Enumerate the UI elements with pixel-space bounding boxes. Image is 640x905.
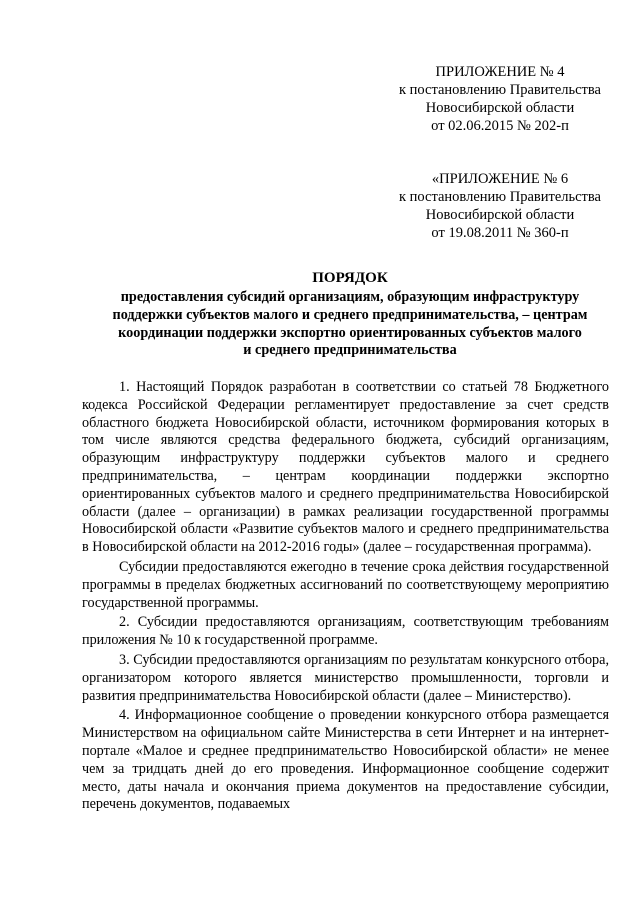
paragraph-1: 1. Настоящий Порядок разработан в соответствии со статьей 78 Бюджетного кодекса Российской Федерации регламентирует предоставление за счет средств областного бюджета Новосибирской области, источником формирования которых в том числе являются средства федерального бюджета, субсидий организациям, образующим инфраструктуру поддержки субъектов малого и среднего предпринимательства, – центрам координации поддержки экспортно ориентированных субъектов малого и среднего предпринимательства Новосибирской области (далее – организации) в рамках реализации государственной программы Новосибирской области «Развитие субъектов малого и среднего предпринимательства в Новосибирской области на 2012-2016 годы» (далее – государственная программа). — [82, 379, 609, 556]
appendix-line: к постановлению Правительства — [399, 189, 601, 205]
document-subtitle-line: поддержки субъектов малого и среднего предпринимательства, – центрам — [112, 306, 588, 323]
appendix-header-current — [385, 63, 615, 135]
appendix-line: Новосибирской области — [425, 100, 575, 116]
appendix-line: к постановлению Правительства — [399, 82, 601, 98]
document-body — [82, 379, 609, 814]
paragraph-4: 4. Информационное сообщение о проведении конкурсного отбора размещается Министерством на официальном сайте Министерства в сети Интернет и на интернет-портале «Малое и среднее предпринимательство Новосибирской области» не менее чем за тридцать дней до его проведения. Информационное сообщение содержит место, даты начала и окончания приема документов на предоставление субсидии, перечень документов, подаваемых — [82, 707, 609, 813]
appendix-header-original — [385, 170, 615, 242]
document-title: ПОРЯДОК — [312, 270, 388, 286]
paragraph-3: 3. Субсидии предоставляются организациям по результатам конкурсного отбора, организатором которого является министерство промышленности, торговли и развития предпринимательства Новосибирской области (далее – Министерство). — [82, 651, 609, 704]
document-subtitle-line: предоставления субсидий организациям, образующим инфраструктуру — [120, 289, 580, 305]
document-subtitle-line: координации поддержки экспортно ориентированных субъектов малого — [118, 324, 582, 341]
appendix-date: от 02.06.2015 № 202-п — [431, 118, 569, 134]
paragraph-2: 2. Субсидии предоставляются организациям, соответствующим требованиям приложения № 10 к государственной программе. — [82, 614, 609, 649]
paragraph-1-continued: Субсидии предоставляются ежегодно в течение срока действия государственной программы в пределах бюджетных ассигнований по соответствующему мероприятию государственной программы. — [82, 558, 609, 611]
appendix-title: «ПРИЛОЖЕНИЕ № 6 — [431, 171, 569, 187]
appendix-line: Новосибирской области — [425, 207, 575, 223]
appendix-date: от 19.08.2011 № 360-п — [431, 225, 569, 241]
appendix-title: ПРИЛОЖЕНИЕ № 4 — [435, 64, 565, 80]
document-subtitle-line: и среднего предпринимательства — [243, 342, 457, 359]
document-title-block — [80, 268, 620, 360]
